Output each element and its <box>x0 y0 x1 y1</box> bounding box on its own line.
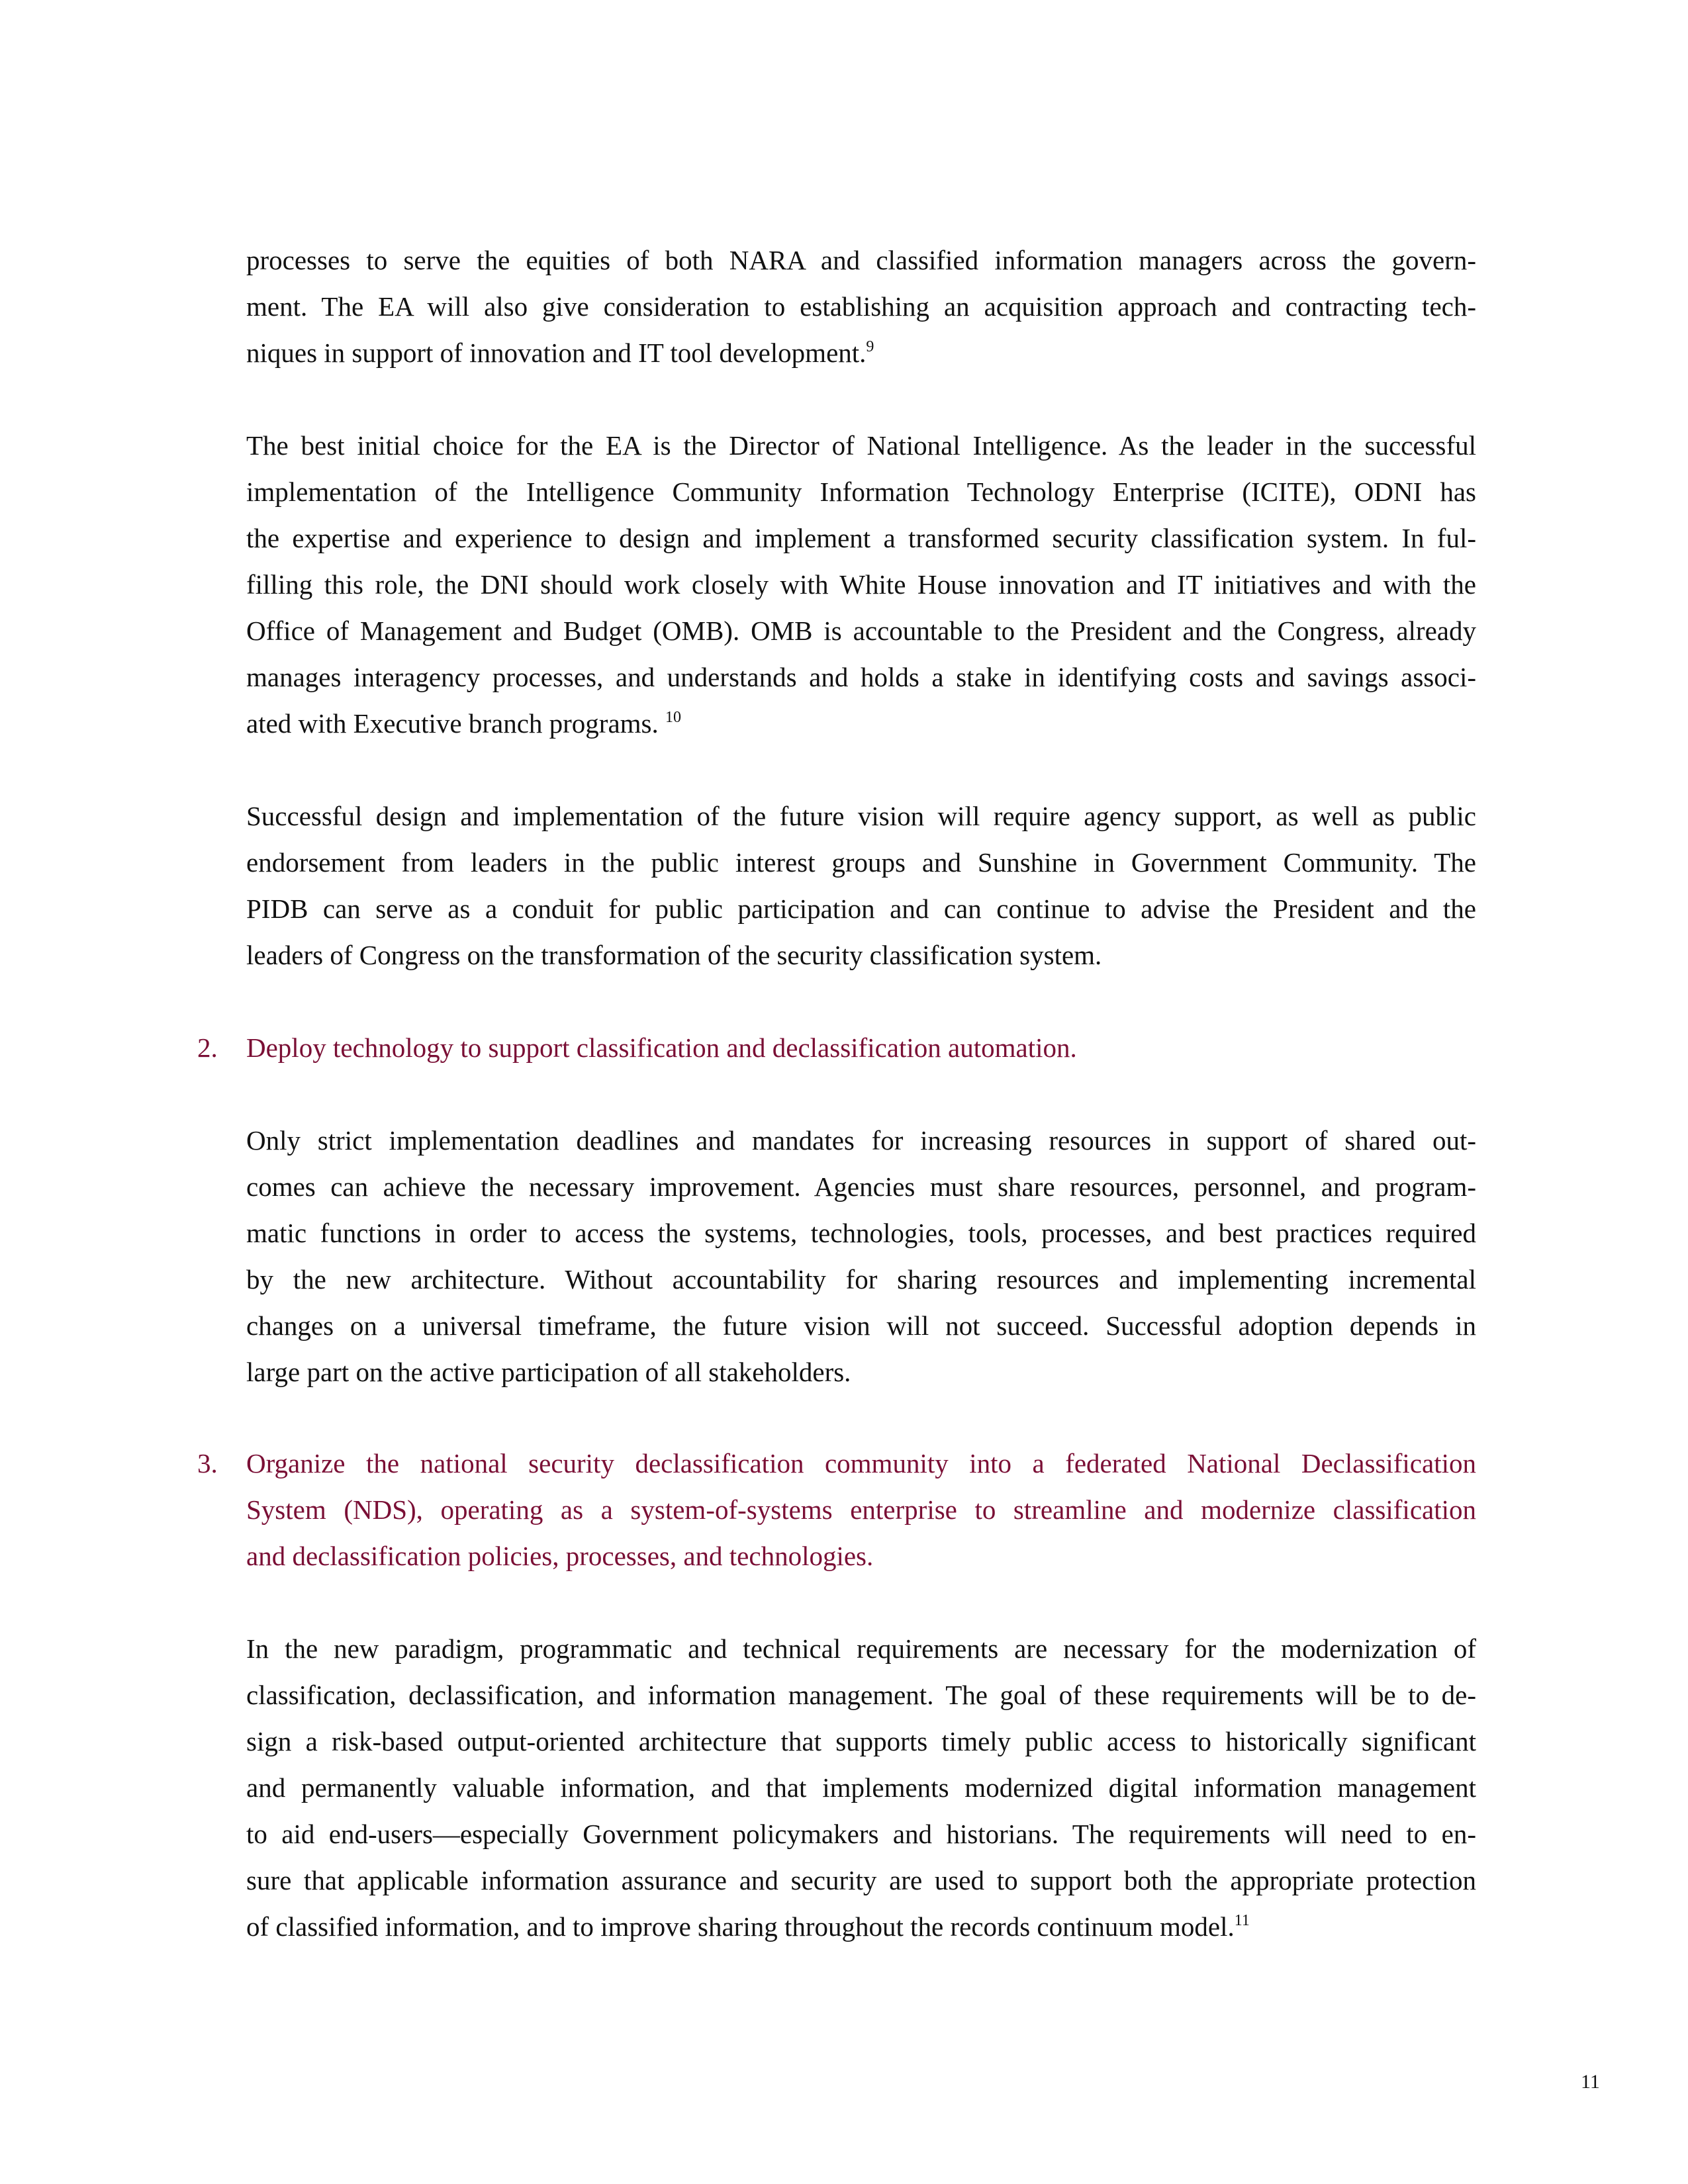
text-line: to aid end-users—especially Government policymakers and historians. The requirements will need to en- <box>246 1819 1476 1849</box>
text-line: leaders of Congress on the transformation of the security classification system. <box>246 940 1102 970</box>
heading-line: Deploy technology to support classification and declassification automation. <box>246 1032 1077 1063</box>
page-number: 11 <box>1581 2071 1600 2093</box>
heading-line: Organize the national security declassification community into a federated National Declassification <box>246 1448 1476 1479</box>
paragraph-dni-choice <box>246 422 1476 747</box>
text-line: implementation of the Intelligence Community Information Technology Enterprise (ICITE), ODNI has <box>246 477 1476 507</box>
text-line: sign a risk-based output-oriented architecture that supports timely public access to historically significant <box>246 1726 1476 1756</box>
recommendation-heading-organize-nds <box>246 1440 1476 1579</box>
paragraph-successful-design <box>246 793 1476 978</box>
text-line: Only strict implementation deadlines and mandates for increasing resources in support of shared out- <box>246 1125 1476 1156</box>
text-line: by the new architecture. Without accountability for sharing resources and implementing incremental <box>246 1264 1476 1295</box>
text-line: In the new paradigm, programmatic and technical requirements are necessary for the modernization of <box>246 1633 1476 1664</box>
paragraph-implementation-deadlines <box>246 1117 1476 1395</box>
text-line: classification, declassification, and information management. The goal of these requirements will be to de- <box>246 1680 1476 1710</box>
text-line: Office of Management and Budget (OMB). OMB is accountable to the President and the Congress, already <box>246 615 1476 646</box>
paragraph-ea-equities <box>246 237 1476 376</box>
recommendation-number: 2. <box>197 1032 218 1063</box>
text-line: large part on the active participation of all stakeholders. <box>246 1357 851 1387</box>
footnote-marker: 10 <box>665 709 681 726</box>
text-line-content: ated with Executive branch programs. <box>246 708 665 739</box>
text-line: and permanently valuable information, and that implements modernized digital information management <box>246 1772 1476 1803</box>
text-line: changes on a universal timeframe, the future vision will not succeed. Successful adoption depends in <box>246 1310 1476 1341</box>
paragraph-new-paradigm <box>246 1625 1476 1950</box>
text-line: manages interagency processes, and understands and holds a stake in identifying costs and savings associ- <box>246 662 1476 692</box>
heading-line: System (NDS), operating as a system-of-systems enterprise to streamline and modernize classification <box>246 1494 1476 1525</box>
text-line-content: of classified information, and to improve sharing throughout the records continuum model. <box>246 1911 1235 1942</box>
text-line: The best initial choice for the EA is the Director of National Intelligence. As the leader in the successful <box>246 430 1476 461</box>
text-line: Successful design and implementation of the future vision will require agency support, as well as public <box>246 801 1476 831</box>
text-line: filling this role, the DNI should work closely with White House innovation and IT initiatives and with the <box>246 569 1476 600</box>
text-line: the expertise and experience to design and implement a transformed security classification system. In ful- <box>246 523 1476 553</box>
text-line: sure that applicable information assurance and security are used to support both the appropriate protection <box>246 1865 1476 1895</box>
recommendation-heading-deploy-technology <box>246 1024 1476 1071</box>
text-line <box>246 1903 1476 1950</box>
recommendation-number: 3. <box>197 1448 218 1479</box>
text-line: matic functions in order to access the systems, technologies, tools, processes, and best practices required <box>246 1218 1476 1248</box>
text-line: endorsement from leaders in the public interest groups and Sunshine in Government Community. The <box>246 847 1476 878</box>
footnote-marker: 9 <box>866 338 874 355</box>
text-line <box>246 700 1476 747</box>
heading-line: and declassification policies, processes, and technologies. <box>246 1541 874 1571</box>
text-line: PIDB can serve as a conduit for public participation and can continue to advise the President and the <box>246 893 1476 924</box>
text-line-content: niques in support of innovation and IT tool development. <box>246 338 867 368</box>
text-line <box>246 330 1476 376</box>
text-line: processes to serve the equities of both NARA and classified information managers across the govern- <box>246 245 1476 275</box>
footnote-marker: 11 <box>1234 1912 1250 1929</box>
text-line: comes can achieve the necessary improvement. Agencies must share resources, personnel, and program- <box>246 1171 1476 1202</box>
text-line: ment. The EA will also give consideration to establishing an acquisition approach and contracting tech- <box>246 291 1476 322</box>
